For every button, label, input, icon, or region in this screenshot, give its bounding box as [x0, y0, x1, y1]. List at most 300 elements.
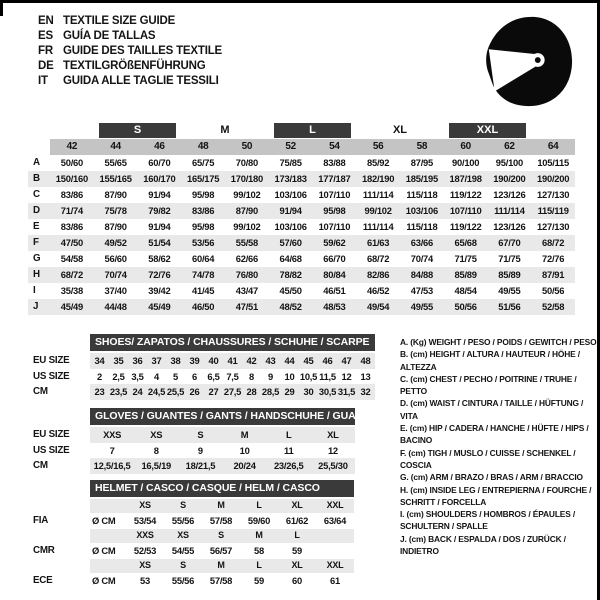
measurement-cell: 49/54 — [367, 301, 390, 312]
shoes-cell: 24,5 — [147, 384, 166, 400]
shoes-row — [28, 369, 375, 385]
helmet-value-cell: 55/56 — [171, 574, 195, 586]
language-code: EN — [38, 15, 54, 27]
measurement-cell: 57/60 — [279, 237, 302, 248]
helmet-size-cell: L — [240, 499, 278, 513]
language-code: FR — [38, 45, 53, 57]
helmet-size-cell: M — [202, 559, 240, 573]
measurement-cell: 85/92 — [367, 157, 390, 168]
column-header-cell: 60 — [444, 139, 488, 155]
measurement-cell: 83/86 — [192, 205, 215, 216]
measurement-row — [28, 235, 575, 251]
title-text: GUIDA ALLE TAGLIE TESSILI — [63, 75, 219, 87]
gloves-size-table — [28, 408, 373, 474]
shoes-row — [28, 353, 375, 369]
diameter-unit-label: Ø CM — [92, 544, 116, 556]
measurement-cell: 87/95 — [410, 157, 433, 168]
helmet-size-cell: XS — [126, 559, 164, 573]
measurement-cell: 50/56 — [542, 285, 565, 296]
row-label: C — [33, 189, 40, 200]
shoes-cell: 35 — [109, 353, 128, 369]
helmet-value-cell: 55/56 — [171, 514, 195, 526]
unit-spacer — [90, 529, 126, 543]
measurement-row — [28, 219, 575, 235]
measurement-cell: 85/89 — [498, 269, 521, 280]
measurement-row — [28, 187, 575, 203]
row-label: D — [33, 205, 40, 216]
legend-item: F. (cm) TIGH / MUSLO / CUISSE / SCHENKEL / COSCIA — [400, 447, 576, 470]
measurement-cell: 99/102 — [364, 205, 392, 216]
measurement-cell: 107/110 — [318, 189, 351, 200]
shoes-cell: 9 — [268, 370, 273, 382]
shoes-cell: 46 — [318, 353, 337, 369]
helmet-size-cell: XS — [164, 529, 202, 543]
measurement-cell: 103/106 — [405, 205, 438, 216]
column-header-cell: 54 — [313, 139, 357, 155]
gloves-cell: XS — [134, 427, 178, 443]
shoes-cell: 28,5 — [261, 384, 280, 400]
standard-label: ECE — [33, 574, 53, 586]
measurement-cell: 187/198 — [449, 173, 482, 184]
helmet-value-cell: 59/60 — [247, 514, 271, 526]
helmet-size-row — [28, 559, 380, 573]
measurement-cell: 43/47 — [235, 285, 258, 296]
row-label: B — [33, 173, 40, 184]
measurement-cell: 55/65 — [104, 157, 127, 168]
measurement-cell: 185/195 — [405, 173, 438, 184]
measurement-cell: 115/118 — [406, 221, 438, 232]
measurement-cell: 68/72 — [60, 269, 83, 280]
legend-item: C. (cm) CHEST / PECHO / POITRINE / TRUHE / PETTO — [400, 373, 577, 397]
helmet-value-cell: 60 — [292, 574, 302, 586]
standard-label: CMR — [33, 544, 55, 556]
gloves-header-row — [28, 408, 373, 427]
helmet-size-cell: S — [164, 499, 202, 513]
measurement-cell: 39/42 — [148, 285, 171, 296]
measurement-cell: 190/200 — [537, 173, 570, 184]
measurement-cell: 45/49 — [60, 301, 83, 312]
legend-item: G. (cm) ARM / BRAZO / BRAS / ARM / BRACCIO — [400, 472, 583, 483]
shoes-cell: 25,5 — [166, 384, 185, 400]
measurement-cell: 170/180 — [230, 173, 263, 184]
measurement-cell: 70/74 — [410, 253, 433, 264]
helmet-value-row — [28, 513, 380, 530]
measurement-cell: 90/100 — [452, 157, 480, 168]
language-code: IT — [38, 75, 48, 87]
unit-spacer — [90, 559, 126, 573]
measurement-cell: 47/50 — [60, 237, 83, 248]
measurement-cell: 71/75 — [498, 253, 521, 264]
measurement-cell: 59/62 — [323, 237, 346, 248]
measurement-cell: 105/115 — [537, 157, 569, 168]
measurement-cell: 115/119 — [537, 205, 569, 216]
shoes-cell: 6,5 — [207, 370, 220, 382]
measurement-cell: 44/48 — [104, 301, 127, 312]
title-text: TEXTILGRÖßENFÜHRUNG — [63, 60, 206, 72]
shoes-cell: 27,5 — [223, 384, 242, 400]
shoes-cell: 23,5 — [109, 384, 128, 400]
helmet-size-table — [28, 480, 380, 589]
gloves-cell: 20/24 — [223, 458, 267, 474]
helmet-value-cell: 63/64 — [323, 514, 347, 526]
shoes-cell: 2 — [97, 370, 102, 382]
shoes-cell: 10,5 — [299, 370, 318, 382]
size-group-xxl: XXL — [449, 123, 527, 138]
language-code: ES — [38, 30, 53, 42]
shoes-cell: 31,5 — [337, 384, 356, 400]
shoes-cell: 39 — [185, 353, 204, 369]
measurement-cell: 71/75 — [454, 253, 477, 264]
shoes-cell: 8 — [249, 370, 254, 382]
diameter-unit-label: Ø CM — [92, 574, 116, 586]
shoes-cell: 29 — [280, 384, 299, 400]
measurement-cell: 60/70 — [148, 157, 171, 168]
measurement-cell: 119/122 — [449, 189, 482, 200]
title-text: GUÍA DE TALLAS — [63, 30, 156, 42]
title-line — [38, 59, 222, 74]
row-label: US SIZE — [33, 370, 70, 382]
shoes-cell: 4 — [154, 370, 159, 382]
measurement-cell: 52/58 — [542, 301, 565, 312]
size-group-l: L — [274, 123, 352, 138]
gloves-cell: L — [267, 427, 311, 443]
measurement-cell: 48/54 — [454, 285, 477, 296]
shoes-cell: 41 — [223, 353, 242, 369]
helmet-size-cell: XXL — [316, 499, 354, 513]
measurement-row — [28, 203, 575, 219]
shoes-cell: 45 — [299, 353, 318, 369]
measurement-cell: 61/63 — [367, 237, 390, 248]
measurement-cell: 55/58 — [235, 237, 258, 248]
size-group-xl: XL — [392, 124, 408, 136]
measurement-cell: 62/66 — [235, 253, 258, 264]
measurement-cell: 49/55 — [498, 285, 521, 296]
helmet-size-cell: S — [202, 529, 240, 543]
measurement-cell: 47/51 — [235, 301, 258, 312]
page-border-top — [0, 0, 600, 3]
measurement-cell: 127/130 — [537, 221, 570, 232]
helmet-value-cell: 59 — [254, 574, 264, 586]
measurement-cell: 91/94 — [148, 221, 171, 232]
column-header-cell: 48 — [181, 139, 225, 155]
standard-label: FIA — [33, 514, 49, 526]
measurement-cell: 84/88 — [410, 269, 433, 280]
measurement-cell: 72/76 — [148, 269, 171, 280]
row-label: I — [33, 285, 36, 296]
shoes-cell: 11,5 — [319, 370, 336, 382]
gloves-cell: 18/21,5 — [178, 458, 222, 474]
measurement-cell: 79/82 — [148, 205, 171, 216]
measurement-row — [28, 251, 575, 267]
measurement-cell: 165/175 — [187, 173, 220, 184]
gloves-row — [28, 443, 355, 459]
row-label-spacer — [28, 334, 90, 353]
measurement-cell: 46/52 — [367, 285, 390, 296]
measurement-cell: 150/160 — [55, 173, 88, 184]
measurement-cell: 87/90 — [104, 189, 127, 200]
gloves-cell: 8 — [153, 444, 159, 456]
column-header-cell: 58 — [400, 139, 444, 155]
measurement-cell: 95/98 — [192, 189, 215, 200]
measurement-cell: 64/68 — [279, 253, 302, 264]
measurement-cell: 75/85 — [279, 157, 302, 168]
legend-item: I. (cm) SHOULDERS / HOMBROS / ÉPAULES / SCHULTERN / SPALLE — [400, 509, 576, 532]
shoes-cell: 23 — [90, 384, 109, 400]
row-label: J — [33, 301, 39, 312]
gloves-cell: M — [223, 427, 267, 443]
shoes-cell: 36 — [128, 353, 147, 369]
gloves-cell: 9 — [197, 444, 203, 456]
title-text: GUIDE DES TAILLES TEXTILE — [63, 45, 222, 57]
shoes-size-table — [28, 334, 375, 400]
helmet-size-row — [28, 499, 380, 513]
helmet-size-cell: XXL — [316, 559, 354, 573]
measurement-cell: 95/100 — [495, 157, 523, 168]
shoes-cell: 27 — [204, 384, 223, 400]
column-header-cell: 42 — [50, 139, 94, 155]
column-header-cell: 62 — [488, 139, 532, 155]
helmet-size-cell: XXS — [126, 529, 164, 543]
measurement-cell: 99/102 — [233, 221, 261, 232]
measurement-cell: 103/106 — [274, 189, 307, 200]
measurement-cell: 177/187 — [318, 173, 351, 184]
shoes-cell: 3,5 — [131, 370, 144, 382]
helmet-value-row — [28, 543, 380, 560]
helmet-value-cell: 61 — [330, 574, 340, 586]
helmet-value-cell: 57/58 — [209, 514, 233, 526]
gloves-cell: 25,5/30 — [311, 458, 355, 474]
shoes-cell: 7,5 — [226, 370, 239, 382]
measurement-cell: 48/52 — [279, 301, 302, 312]
shoes-row — [28, 384, 375, 400]
size-group-row — [28, 122, 575, 139]
helmet-size-cell: S — [164, 559, 202, 573]
measurement-cell: 111/114 — [362, 189, 394, 200]
helmet-value-cell: 58 — [254, 544, 264, 556]
helmet-size-cell: XS — [126, 499, 164, 513]
legend-item: E. (cm) HIP / CADERA / HANCHE / HÜFTE / HIPS / BACINO — [400, 423, 589, 446]
row-label: US SIZE — [33, 444, 70, 456]
title-block — [38, 14, 222, 89]
row-label: A — [33, 157, 40, 168]
measurement-cell: 37/40 — [104, 285, 127, 296]
helmet-size-cell: L — [278, 529, 316, 543]
title-line — [38, 74, 222, 89]
measurement-cell: 111/114 — [494, 205, 525, 216]
row-label-spacer — [28, 529, 90, 543]
shoes-cell: 6 — [192, 370, 197, 382]
measurement-cell: 103/106 — [274, 221, 307, 232]
measurement-cell: 82/86 — [367, 269, 390, 280]
helmet-value-cell: 61/62 — [285, 514, 309, 526]
shoes-cell: 42 — [242, 353, 261, 369]
helmet-value-cell: 53/54 — [133, 514, 157, 526]
measurement-cell: 173/183 — [274, 173, 307, 184]
measurement-cell: 56/60 — [104, 253, 127, 264]
shoes-cell: 47 — [337, 353, 356, 369]
measurement-cell: 83/86 — [60, 189, 83, 200]
measurement-cell: 127/130 — [537, 189, 570, 200]
shoes-cell: 12 — [341, 370, 352, 382]
shoes-cell: 48 — [356, 353, 375, 369]
column-header-cell: 52 — [269, 139, 313, 155]
helmet-size-cell: M — [240, 529, 278, 543]
language-code: DE — [38, 60, 54, 72]
helmet-size-cell: L — [240, 559, 278, 573]
gloves-cell: XL — [311, 427, 355, 443]
measurement-cell: 115/118 — [406, 189, 438, 200]
helmet-header: HELMET / CASCO / CASQUE / HELM / CASCO — [90, 480, 354, 497]
measurement-cell: 60/64 — [192, 253, 215, 264]
unit-spacer — [90, 499, 126, 513]
shoes-cell: 5 — [173, 370, 178, 382]
row-label: H — [33, 269, 40, 280]
column-header-cell: 46 — [138, 139, 182, 155]
legend-item: D. (cm) WAIST / CINTURA / TAILLE / HÜFTUNG / VITA — [400, 398, 584, 421]
measurement-cell: 45/50 — [279, 285, 302, 296]
row-label-spacer — [28, 559, 90, 573]
row-label-spacer — [28, 499, 90, 513]
measurement-row — [28, 283, 575, 299]
helmet-size-cell: XL — [278, 559, 316, 573]
diameter-unit-label: Ø CM — [92, 514, 116, 526]
helmet-value-cell: 52/53 — [133, 544, 157, 556]
measurement-cell: 182/190 — [362, 173, 395, 184]
textile-size-table — [28, 122, 575, 315]
shoes-cell: 30 — [299, 384, 318, 400]
title-line — [38, 29, 222, 44]
measurement-cell: 68/72 — [542, 237, 565, 248]
row-label-spacer — [28, 408, 90, 427]
measurement-cell: 76/80 — [235, 269, 258, 280]
measurement-cell: 46/51 — [323, 285, 346, 296]
row-label: CM — [33, 386, 48, 397]
measurement-row — [28, 299, 575, 315]
gloves-cell: S — [178, 427, 222, 443]
measurement-cell: 107/110 — [449, 205, 482, 216]
measurement-cell: 47/53 — [410, 285, 433, 296]
measurement-cell: 123/126 — [493, 221, 526, 232]
helmet-value-cell: 53 — [140, 574, 150, 586]
measurement-row — [28, 267, 575, 283]
measurement-cell: 50/60 — [60, 157, 83, 168]
shoes-cell: 38 — [166, 353, 185, 369]
shoes-cell: 40 — [204, 353, 223, 369]
legend-item: A. (Kg) WEIGHT / PESO / POIDS / GEWITCH / PESO — [400, 337, 597, 347]
gloves-cell: 16,5/19 — [134, 458, 178, 474]
column-header-cell: 44 — [94, 139, 138, 155]
measurement-cell: 63/66 — [410, 237, 433, 248]
measurement-cell: 87/91 — [542, 269, 565, 280]
measurement-cell: 65/68 — [454, 237, 477, 248]
measurement-cell: 91/94 — [148, 189, 171, 200]
shoes-cell: 13 — [360, 370, 371, 382]
measurement-cell: 91/94 — [279, 205, 302, 216]
gloves-row — [28, 427, 355, 443]
measurement-cell: 58/62 — [148, 253, 171, 264]
measurement-cell: 190/200 — [493, 173, 526, 184]
legend-item: B. (cm) HEIGHT / ALTURA / HAUTEUR / HÖHE / ALTEZZA — [400, 349, 580, 372]
racing-helmet-logo-icon — [478, 12, 576, 110]
measurement-cell: 49/52 — [104, 237, 127, 248]
size-group-s: S — [99, 123, 177, 138]
measurement-cell: 46/50 — [192, 301, 215, 312]
measurement-cell: 99/102 — [233, 189, 261, 200]
measurement-cell: 48/53 — [323, 301, 346, 312]
shoes-cell: 32 — [356, 384, 375, 400]
measurement-cell: 95/98 — [323, 205, 346, 216]
helmet-value-row — [28, 573, 380, 590]
gloves-cell: 10 — [239, 444, 250, 456]
title-line — [38, 44, 222, 59]
shoes-cell: 26 — [185, 384, 204, 400]
measurement-cell: 35/38 — [60, 285, 83, 296]
row-label: G — [33, 253, 41, 264]
measurement-cell: 54/58 — [60, 253, 83, 264]
measurement-cell: 155/165 — [99, 173, 132, 184]
column-header-cell: 64 — [531, 139, 575, 155]
measurement-cell: 45/49 — [148, 301, 171, 312]
shoes-cell: 44 — [280, 353, 299, 369]
shoes-cell: 24 — [128, 384, 147, 400]
measurement-cell: 66/70 — [323, 253, 346, 264]
row-label: EU SIZE — [33, 355, 70, 366]
gloves-row — [28, 458, 355, 474]
row-label: EU SIZE — [33, 429, 70, 440]
measurement-cell: 70/74 — [104, 269, 127, 280]
helmet-value-cell: 59 — [292, 544, 302, 556]
gloves-cell: 12,5/16,5 — [90, 458, 134, 474]
shoes-cell: 2,5 — [112, 370, 125, 382]
measurement-cell: 51/54 — [148, 237, 171, 248]
measurement-row — [28, 171, 575, 187]
measurement-cell: 51/56 — [498, 301, 521, 312]
measurement-cell: 123/126 — [493, 189, 526, 200]
measurement-cell: 68/72 — [367, 253, 390, 264]
legend-item: H. (cm) INSIDE LEG / ENTREPIERNA / FOURCHE / SCHRITT / FORCELLA — [400, 484, 592, 507]
row-label: E — [33, 221, 40, 232]
measurement-cell: 50/56 — [454, 301, 477, 312]
measurement-cell: 119/122 — [449, 221, 482, 232]
measurement-cell: 83/88 — [323, 157, 346, 168]
helmet-size-cell: XL — [278, 499, 316, 513]
measurement-cell: 49/55 — [410, 301, 433, 312]
measurement-cell: 95/98 — [192, 221, 215, 232]
row-label-spacer — [28, 480, 90, 499]
column-header-cell: 50 — [225, 139, 269, 155]
shoes-cell: 10 — [284, 370, 295, 382]
measurement-cell: 78/82 — [279, 269, 302, 280]
shoes-header: SHOES/ ZAPATOS / CHAUSSURES / SCHUHE / SCARPE — [90, 334, 375, 351]
measurement-cell: 107/110 — [318, 221, 351, 232]
shoes-cell: 30,5 — [318, 384, 337, 400]
helmet-value-cell: 57/58 — [209, 574, 233, 586]
measurement-cell: 74/78 — [192, 269, 215, 280]
page-border-left-stub — [0, 0, 3, 16]
measurement-cell: 65/75 — [192, 157, 215, 168]
measurement-cell: 70/80 — [235, 157, 258, 168]
row-label: CM — [33, 460, 48, 471]
helmet-header-row — [28, 480, 380, 499]
shoes-cell: 43 — [261, 353, 280, 369]
row-label: F — [33, 237, 39, 248]
gloves-cell: 23/26,5 — [267, 458, 311, 474]
row-label-spacer — [28, 139, 50, 155]
helmet-size-row — [28, 529, 380, 543]
gloves-cell: 11 — [284, 444, 294, 456]
helmet-value-cell: 56/57 — [209, 544, 233, 556]
title-line — [38, 14, 222, 29]
